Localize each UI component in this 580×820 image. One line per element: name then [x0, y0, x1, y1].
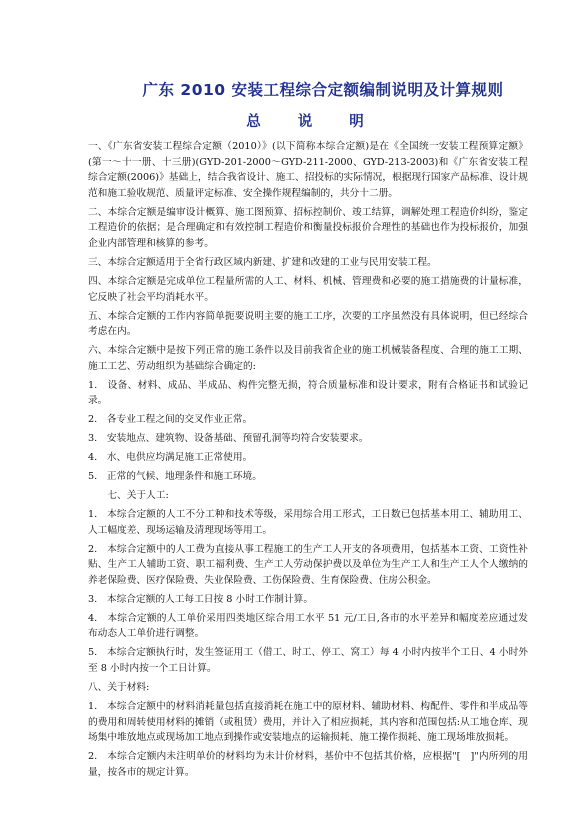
- list-item: 2. 本综合定额内未注明单价的材料均为未计价材料，基价中不包括其价格，应根据"[ ]"内所列的用量，按各市的规定计算。: [88, 751, 528, 778]
- paragraph-2: 二、本综合定额是编审设计概算、施工图预算、招标控制价、竣工结算，调解处理工程造价纠纷，鉴定工程造价的依据；是合理确定和有效控制工程造价和衡量投标报价合理性的基础也作为投标报价，加强企业内部管理和核算的参考。: [88, 206, 528, 249]
- list-item: 2. 本综合定额中的人工费为直接从事工程施工的生产工人开支的各项费用，包括基本工资、工资性补贴、生产工人辅助工资、职工福利费、生产工人劳动保护费以及单位为生产工人和生产工人个人缴纳的养老保险费、医疗保险费、失业保险费、工伤保险费、生育保险费、住房公积金。: [88, 543, 528, 586]
- document-body: [88, 139, 528, 780]
- list-item: 3. 安装地点、建筑物、设备基础、预留孔洞等均符合安装要求。: [88, 433, 369, 445]
- paragraph-1: 一、《广东省安装工程综合定额（2010）》(以下简称本综合定额)是在《全国统一安装工程预算定额》(第一～十一册、十三册)(GYD-201-2000～GYD-211-2000、GYD-213-2003)和《广东省安装工程综合定额(2006)》基础上，结合我省设计、施工、招投标的实际情况，根据现行国家产品标准、设计规范和施工验收规范、质量评定标准、安全操作规程编制的，共分十二册。: [88, 141, 528, 199]
- list-item: 5. 正常的气候、地理条件和施工环境。: [88, 471, 262, 483]
- document-title: 广东 2010 安装工程综合定额编制说明及计算规则: [142, 81, 504, 99]
- section-heading: 总 说 明: [246, 114, 380, 130]
- paragraph-8: 八、关于材料:: [88, 682, 150, 694]
- paragraph-7: 七、关于人工:: [88, 490, 169, 502]
- list-item: 4. 本综合定额的人工单价采用四类地区综合用工水平 51 元/工日,各市的水平差异和幅度差应通过发布动态人工单价进行调整。: [88, 612, 528, 640]
- paragraph-4: 四、本综合定额是完成单位工程量所需的人工、材料、机械、管理费和必要的施工措施费的计量标准，它反映了社会平均消耗水平。: [88, 275, 528, 303]
- list-item: 4. 水、电供应均满足施工正常使用。: [88, 452, 253, 464]
- list-item: 1. 设备、材料、成品、半成品、构件完整无损，符合质量标准和设计要求，附有合格证书和试验记录。: [88, 379, 528, 407]
- paragraph-6: 六、本综合定额中是按下列正常的施工条件以及目前我省企业的施工机械装备程度、合理的施工工期、施工工艺、劳动组织为基础综合确定的:: [88, 345, 528, 372]
- list-item: 1. 本综合定额中的材料消耗量包括直接消耗在施工中的原材料、辅助材料、构配件、零件和半成品等的费用和周转使用材料的摊销（或租赁）费用，并计入了相应损耗，其内容和范围包括:从工地仓库、现场集中堆放地点或现场加工地点到操作或安装地点的运输损耗、施工操作损耗、施工现场堆放损耗。: [88, 701, 528, 744]
- list-item: 2. 各专业工程之间的交叉作业正常。: [88, 414, 253, 426]
- paragraph-5: 五、本综合定额的工作内容简单扼要说明主要的施工工序，次要的工序虽然没有具体说明，但已经综合考虑在内。: [88, 310, 528, 338]
- list-item: 5. 本综合定额执行时，发生签证用工（借工、时工、停工、窝工）每 4 小时内按半个工日、4 小时外至 8 小时内按一个工日计算。: [88, 647, 528, 675]
- paragraph-3: 三、本综合定额适用于全省行政区域内新建、扩建和改建的工业与民用安装工程。: [88, 256, 437, 268]
- list-item: 3. 本综合定额的人工每工日按 8 小时工作制计算。: [88, 593, 314, 605]
- list-item: 1. 本综合定额的人工不分工种和技术等级，采用综合用工形式，工日数已包括基本用工、辅助用工、人工幅度差、现场运输及清理现场等用工。: [88, 509, 528, 536]
